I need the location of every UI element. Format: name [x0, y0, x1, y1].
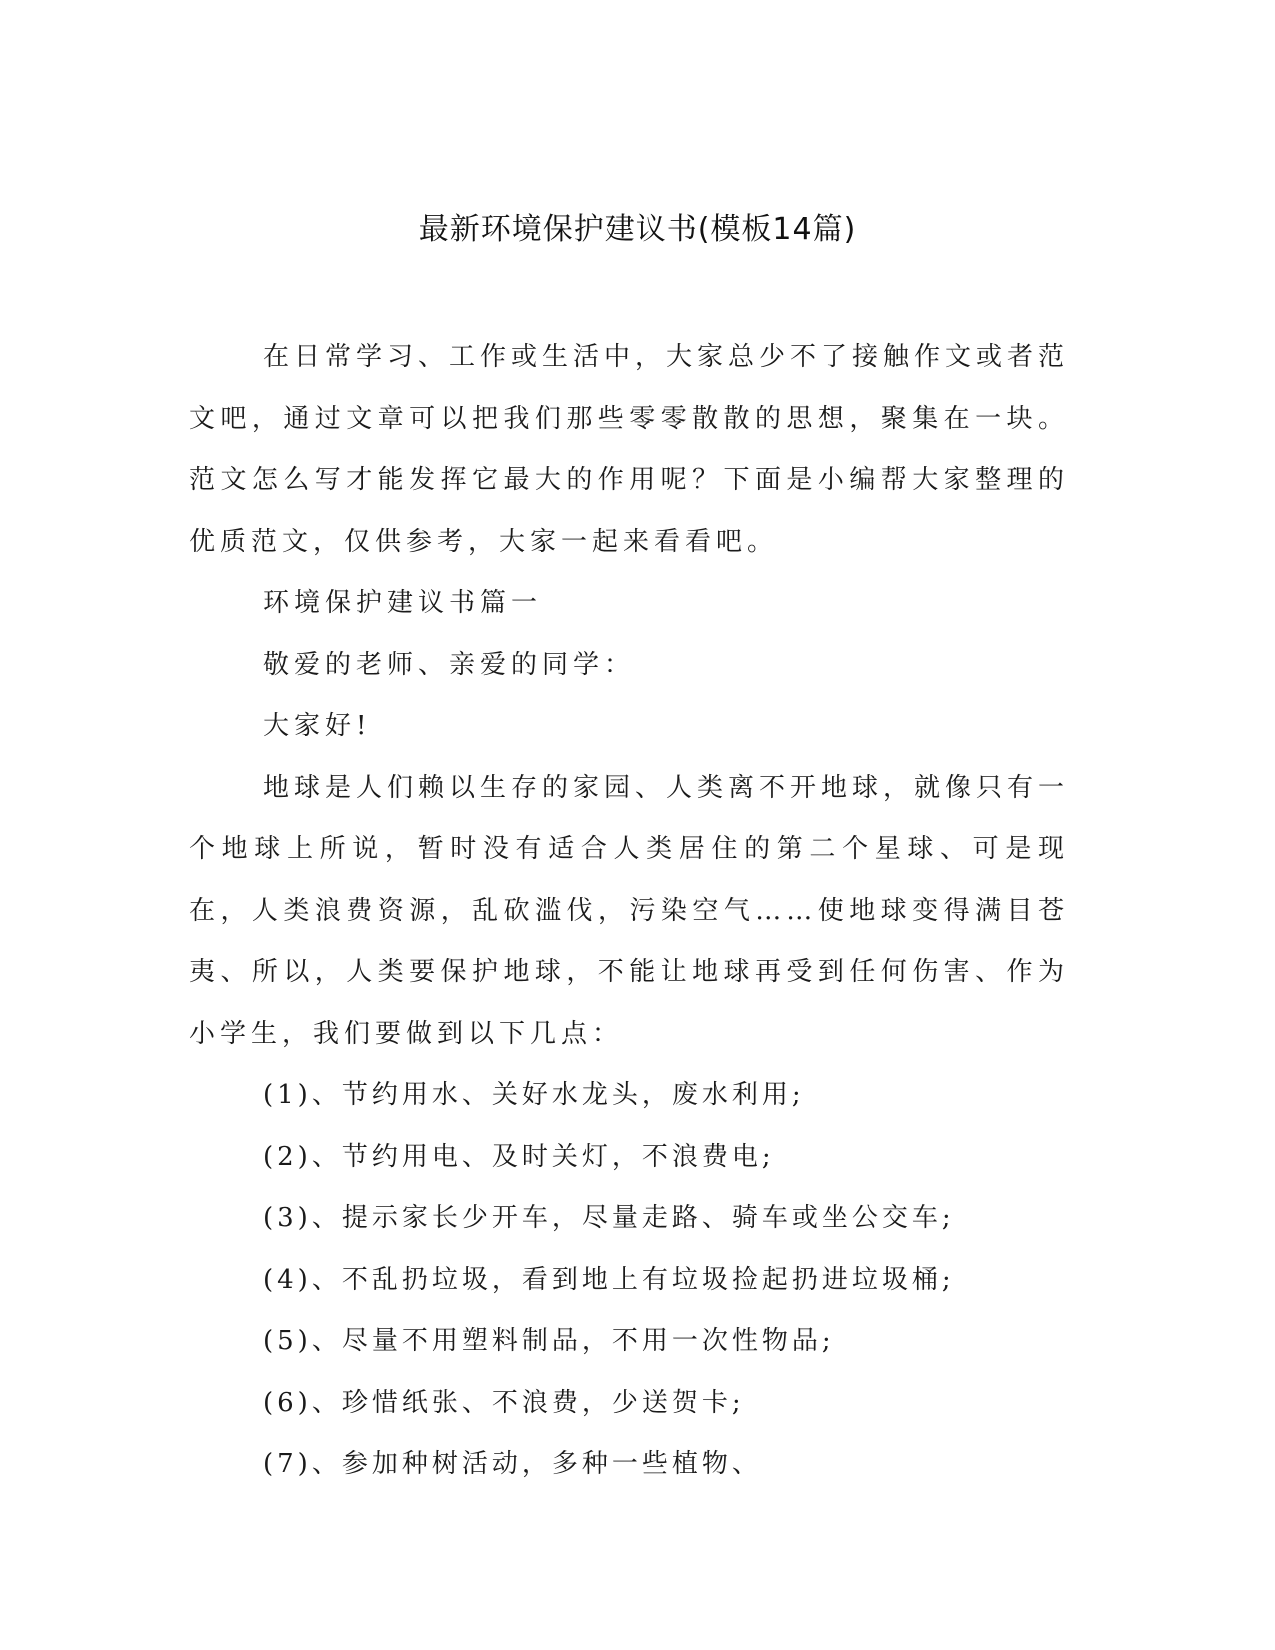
document-body: [189, 327, 1069, 1496]
list-item: (5)、尽量不用塑料制品，不用一次性物品;: [263, 1326, 835, 1356]
intro-paragraph: 在日常学习、工作或生活中，大家总少不了接触作文或者范文吧，通过文章可以把我们那些零零散散的思想，聚集在一块。范文怎么写才能发挥它最大的作用呢？下面是小编帮大家整理的优质范文，仅供参考，大家一起来看看吧。: [189, 342, 1070, 557]
greeting: 大家好!: [263, 711, 372, 741]
section-heading: 环境保护建议书篇一: [263, 588, 543, 618]
salutation: 敬爱的老师、亲爱的同学：: [263, 649, 636, 680]
list-item: (4)、不乱扔垃圾，看到地上有垃圾捡起扔进垃圾桶;: [263, 1264, 955, 1295]
list-item: (1)、节约用水、关好水龙头，废水利用;: [263, 1080, 805, 1110]
body-paragraph: 地球是人们赖以生存的家园、人类离不开地球，就像只有一个地球上所说，暂时没有适合人类居住的第二个星球、可是现在，人类浪费资源，乱砍滥伐，污染空气……使地球变得满目苍夷、所以，人类要保护地球，不能让地球再受到任何伤害、作为小学生，我们要做到以下几点：: [189, 772, 1070, 1049]
list-item: (6)、珍惜纸张、不浪费，少送贺卡;: [263, 1387, 745, 1418]
list-item: (7)、参加种树活动，多种一些植物、: [263, 1449, 762, 1479]
list-item: (3)、提示家长少开车，尽量走路、骑车或坐公交车;: [263, 1203, 955, 1233]
document-title: 最新环境保护建议书(模板14篇): [418, 212, 857, 247]
list-item: (2)、节约用电、及时关灯，不浪费电;: [263, 1141, 775, 1172]
